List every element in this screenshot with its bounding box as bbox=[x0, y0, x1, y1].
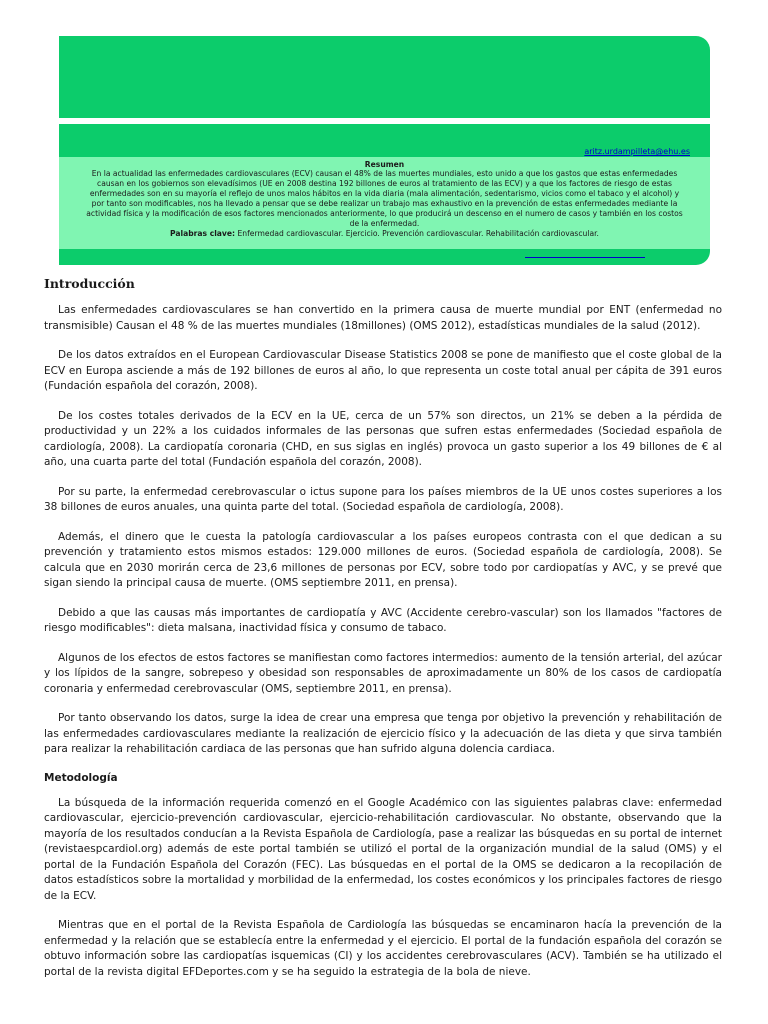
header-banner bbox=[59, 36, 710, 118]
abstract-text: En la actualidad las enfermedades cardiovasculares (ECV) causan el 48% de las muertes mundiales, esto unido a que los gastos que estas enfermedades causan en los gobiernos son elevadísimos (UE en 2008 destina 192 billones de euros al tratamiento de las ECV) y a que los factores de riesgo de estas enfermedades son en su mayoría el reflejo de unos malos hábitos en la vida diaria (mala alimentación, sedentarismo, vicios como el tabaco y el alcohol) y por tanto son modificables, nos ha llevado a pensar que se debe realizar un trabajo mas exhaustivo en la prevención de estas enfermedades mediante la actividad física y la modificación de esos factores mencionados anteriormente, lo que producirá un descenso en el numero de casos y también en los costos de la enfermedad. bbox=[86, 169, 683, 228]
intro-heading: Introducción bbox=[44, 276, 135, 291]
paragraph: De los datos extraídos en el European Cardiovascular Disease Statistics 2008 se pone de manifiesto que el coste global de la ECV en Europa asciende a más de 192 billones de euros al año, lo que representa un coste total anual per cápita de 391 euros (Fundación española del corazón, 2008). bbox=[44, 349, 722, 392]
method-section bbox=[44, 796, 722, 981]
abstract-title: Resumen bbox=[364, 160, 405, 169]
paragraph: La búsqueda de la información requerida comenzó en el Google Académico con las siguientes palabras clave: enfermedad cardiovascular, ejercicio-prevención cardiovascular, ejercicio-rehabilitación cardiovascular. No obstante, observando que la mayoría de los resultados conducían a la Revista Española de Cardiología, pase a realizar las búsquedas en su portal de internet (revistaespcardiol.org) además de este portal también se utilizó el portal de la organización mundial de la salud (OMS) y el portal de la Fundación Española del Corazón (FEC). Las búsquedas en el portal de la OMS se dedicaron a la recopilación de datos estadísticos sobre la mortalidad y morbilidad de la enfermedad, los costes económicos y los principales factores de riesgo de la ECV. bbox=[44, 796, 722, 902]
paragraph: Las enfermedades cardiovasculares se han convertido en la primera causa de muerte mundial por ENT (enfermedad no transmisible) Causan el 48 % de las muertes mundiales (18millones) (OMS 2012), estadísticas mundiales de la salud (2012). bbox=[44, 304, 722, 332]
paragraph: Por su parte, la enfermedad cerebrovascular o ictus supone para los países miembros de la UE unos costes superiores a los 38 billones de euros anuales, una quinta parte del total. (Sociedad española de cardiología, 2008). bbox=[44, 485, 722, 513]
paragraph: Mientras que en el portal de la Revista Española de Cardiología las búsquedas se encaminaron hacía la prevención de la enfermedad y la relación que se establecía entre la enfermedad y el ejercicio. El portal de la fundación española del corazón se obtuvo información sobre las cardiopatías isquemicas (CI) y los accidentes cerebrovasculares (ACV). También se ha utilizado el portal de la revista digital EFDeportes.com y se ha seguido la estrategia de la bola de nieve. bbox=[44, 919, 722, 978]
abstract-box bbox=[59, 157, 710, 249]
abstract-panel bbox=[59, 124, 710, 265]
empty-link-underline[interactable] bbox=[525, 257, 645, 258]
keywords-label: Palabras clave: bbox=[170, 229, 236, 238]
intro-section bbox=[44, 303, 722, 758]
abstract-body bbox=[59, 169, 710, 239]
author-email-link[interactable]: aritz.urdampilleta@ehu.es bbox=[584, 147, 690, 156]
method-heading: Metodología bbox=[44, 771, 118, 784]
paragraph: Por tanto observando los datos, surge la idea de crear una empresa que tenga por objetivo la prevención y rehabilitación de las enfermedades cardiovasculares mediante la realización de ejercicio físico y la adecuación de las dieta y que sirva también para realizar la rehabilitación cardiaca de las personas que han sufrido alguna dolencia cardiaca. bbox=[44, 712, 722, 755]
keywords-text: Enfermedad cardiovascular. Ejercicio. Prevención cardiovascular. Rehabilitación cardiovascular. bbox=[237, 229, 599, 238]
article-content bbox=[44, 276, 722, 994]
paragraph: Además, el dinero que le cuesta la patología cardiovascular a los países europeos contrasta con el que dedican a su prevención y tratamiento estos mismos estados: 129.000 millones de euros. (Sociedad española de cardiología, 2008). Se calcula que en 2030 morirán cerca de 23,6 millones de personas por ECV, sobre todo por cardiopatías y AVC, y se prevé que sigan siendo la principal causa de muerte. (OMS septiembre 2011, en prensa). bbox=[44, 530, 722, 589]
paragraph: Debido a que las causas más importantes de cardiopatía y AVC (Accidente cerebro-vascular) son los llamados "factores de riesgo modificables": dieta malsana, inactividad física y consumo de tabaco. bbox=[44, 606, 722, 634]
paragraph: Algunos de los efectos de estos factores se manifiestan como factores intermedios: aumento de la tensión arterial, del azúcar y los lípidos de la sangre, sobrepeso y obesidad son responsables de aproximadamente un 80% de los casos de cardiopatía coronaria y enfermedad cerebrovascular (OMS, septiembre 2011, en prensa). bbox=[44, 651, 722, 695]
paragraph: De los costes totales derivados de la ECV en la UE, cerca de un 57% son directos, un 21% se deben a la pérdida de productividad y un 22% a los cuidados informales de las personas que sufren estas enfermedades (Sociedad española de cardiología, 2008). La cardiopatía coronaria (CHD, en sus siglas en inglés) provoca un gasto superior a los 49 billones de € al año, una cuarta parte del total (Fundación española del corazón, 2008). bbox=[44, 409, 722, 468]
